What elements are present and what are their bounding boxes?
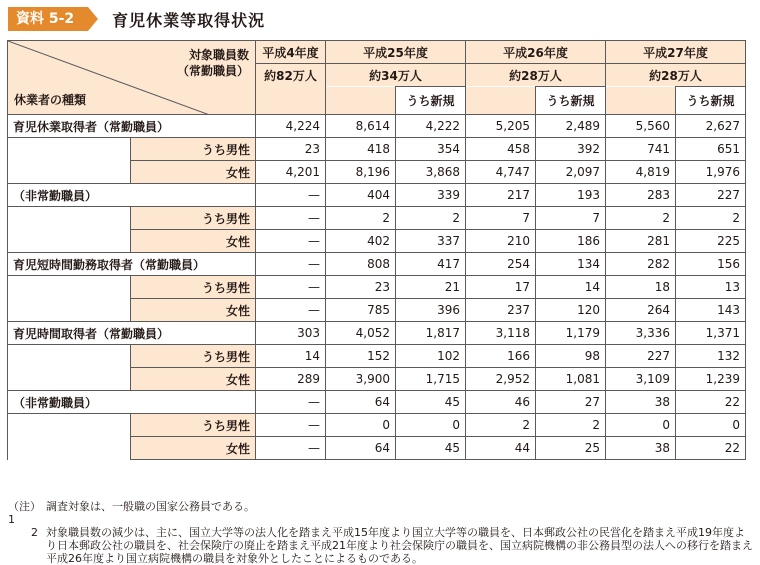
value-cell: 4,819: [606, 161, 676, 184]
value-cell: 741: [606, 138, 676, 161]
table-row: [8, 161, 746, 184]
value-cell: 1,715: [396, 368, 466, 391]
value-cell: 193: [536, 184, 606, 207]
row-subcategory: 女性: [131, 161, 256, 184]
value-cell: 5,560: [606, 115, 676, 138]
table-row: [8, 368, 746, 391]
value-cell: 156: [676, 253, 746, 276]
table-row: [8, 345, 746, 368]
blank-cell: [466, 87, 536, 115]
value-cell: 237: [466, 299, 536, 322]
value-cell: 3,900: [326, 368, 396, 391]
table-row: [8, 138, 746, 161]
target-staff-label: [177, 47, 249, 79]
value-cell: 17: [466, 276, 536, 299]
page-title: 育児休業等取得状況: [112, 10, 266, 30]
row-subcategory: うち男性: [131, 138, 256, 161]
footnote: [8, 500, 754, 526]
blank-cell: [256, 87, 326, 115]
value-cell: 8,196: [326, 161, 396, 184]
blank-cell: [606, 87, 676, 115]
value-cell: 152: [326, 345, 396, 368]
value-cell: 4,224: [256, 115, 326, 138]
value-cell: 254: [466, 253, 536, 276]
blank-cell: [8, 207, 131, 230]
staff-count: 約34万人: [326, 64, 466, 87]
value-cell: 132: [676, 345, 746, 368]
value-cell: 166: [466, 345, 536, 368]
value-cell: 8,614: [326, 115, 396, 138]
row-subcategory: 女性: [131, 299, 256, 322]
value-cell: 2: [606, 207, 676, 230]
blank-cell: [8, 345, 131, 368]
footnote-text: 調査対象は、一般職の国家公務員である。: [46, 500, 255, 513]
blank-cell: [8, 437, 131, 460]
value-cell: 23: [256, 138, 326, 161]
value-cell: 0: [396, 414, 466, 437]
value-cell: —: [256, 253, 326, 276]
value-cell: 227: [606, 345, 676, 368]
value-cell: —: [256, 276, 326, 299]
value-cell: 0: [676, 414, 746, 437]
value-cell: —: [256, 230, 326, 253]
table-body: [8, 115, 746, 460]
row-category: （非常勤職員）: [8, 184, 256, 207]
value-cell: 402: [326, 230, 396, 253]
value-cell: 2: [326, 207, 396, 230]
value-cell: —: [256, 414, 326, 437]
value-cell: 22: [676, 391, 746, 414]
new-label: うち新規: [676, 87, 746, 115]
value-cell: 289: [256, 368, 326, 391]
value-cell: 282: [606, 253, 676, 276]
value-cell: 38: [606, 437, 676, 460]
row-subcategory: 女性: [131, 437, 256, 460]
year-header: 平成25年度: [326, 41, 466, 64]
value-cell: 217: [466, 184, 536, 207]
table-row: [8, 414, 746, 437]
new-label: うち新規: [536, 87, 606, 115]
value-cell: 4,222: [396, 115, 466, 138]
value-cell: 7: [536, 207, 606, 230]
value-cell: —: [256, 437, 326, 460]
table-row: [8, 253, 746, 276]
diagonal-header-cell: [8, 41, 256, 115]
value-cell: 98: [536, 345, 606, 368]
value-cell: 1,179: [536, 322, 606, 345]
value-cell: 0: [326, 414, 396, 437]
value-cell: 1,371: [676, 322, 746, 345]
value-cell: 396: [396, 299, 466, 322]
new-label: うち新規: [396, 87, 466, 115]
table-row: [8, 437, 746, 460]
row-subcategory: うち男性: [131, 207, 256, 230]
value-cell: 354: [396, 138, 466, 161]
blank-cell: [8, 230, 131, 253]
table-row: [8, 184, 746, 207]
value-cell: 7: [466, 207, 536, 230]
row-category: 育児短時間勤務取得者（常勤職員）: [8, 253, 256, 276]
table-row: [8, 299, 746, 322]
row-subcategory: うち男性: [131, 414, 256, 437]
footnotes: [8, 500, 754, 565]
value-cell: 651: [676, 138, 746, 161]
value-cell: 1,817: [396, 322, 466, 345]
value-cell: 1,976: [676, 161, 746, 184]
value-cell: 418: [326, 138, 396, 161]
row-subcategory: うち男性: [131, 276, 256, 299]
target-staff-label-line2: （常勤職員）: [176, 64, 249, 78]
document-header: [8, 6, 265, 32]
value-cell: 45: [396, 391, 466, 414]
value-cell: 4,052: [326, 322, 396, 345]
row-subcategory: うち男性: [131, 345, 256, 368]
row-category: 育児休業取得者（常勤職員）: [8, 115, 256, 138]
leave-type-label: 休業者の種類: [14, 93, 87, 107]
value-cell: 5,205: [466, 115, 536, 138]
value-cell: 4,201: [256, 161, 326, 184]
blank-cell: [8, 138, 131, 161]
footnote-key: 2: [31, 526, 38, 539]
value-cell: 417: [396, 253, 466, 276]
staff-count: 約28万人: [606, 64, 746, 87]
table-row: [8, 391, 746, 414]
row-subcategory: 女性: [131, 230, 256, 253]
value-cell: 27: [536, 391, 606, 414]
value-cell: 38: [606, 391, 676, 414]
value-cell: 337: [396, 230, 466, 253]
blank-cell: [8, 414, 131, 437]
value-cell: 3,118: [466, 322, 536, 345]
table-row: [8, 207, 746, 230]
value-cell: 3,109: [606, 368, 676, 391]
value-cell: 2,097: [536, 161, 606, 184]
value-cell: 18: [606, 276, 676, 299]
blank-cell: [8, 368, 131, 391]
value-cell: 134: [536, 253, 606, 276]
target-staff-label-line1: 対象職員数: [188, 48, 249, 62]
value-cell: 227: [676, 184, 746, 207]
value-cell: 102: [396, 345, 466, 368]
value-cell: 13: [676, 276, 746, 299]
value-cell: 2: [396, 207, 466, 230]
leave-statistics-table: [7, 40, 746, 460]
value-cell: 2,952: [466, 368, 536, 391]
value-cell: 785: [326, 299, 396, 322]
value-cell: 392: [536, 138, 606, 161]
value-cell: 225: [676, 230, 746, 253]
blank-cell: [8, 299, 131, 322]
year-header: 平成27年度: [606, 41, 746, 64]
value-cell: 64: [326, 437, 396, 460]
value-cell: 2,489: [536, 115, 606, 138]
year-header: 平成4年度: [256, 41, 326, 64]
value-cell: 143: [676, 299, 746, 322]
value-cell: 339: [396, 184, 466, 207]
value-cell: 1,081: [536, 368, 606, 391]
value-cell: 283: [606, 184, 676, 207]
value-cell: 45: [396, 437, 466, 460]
blank-cell: [8, 161, 131, 184]
footnote-key: （注）1: [8, 500, 41, 526]
value-cell: 2: [466, 414, 536, 437]
value-cell: 303: [256, 322, 326, 345]
value-cell: 4,747: [466, 161, 536, 184]
table-row: [8, 276, 746, 299]
value-cell: 2,627: [676, 115, 746, 138]
table-row: [8, 230, 746, 253]
row-category: （非常勤職員）: [8, 391, 256, 414]
value-cell: 22: [676, 437, 746, 460]
value-cell: 210: [466, 230, 536, 253]
table-row: [8, 115, 746, 138]
blank-cell: [326, 87, 396, 115]
footnote-text: 対象職員数の減少は、主に、国立大学等の法人化を踏まえ平成15年度より国立大学等の職員を、日本郵政公社の民営化を踏まえ平成19年度より日本郵政公社の職員を、社会保険庁の廃止を踏まえ平成21年度より社会保険庁の職員を、国立病院機構の非公務員型の法人への移行を踏まえ平成26年度より国立病院機構の職員を対象外としたことによるものである。: [46, 526, 753, 565]
value-cell: 281: [606, 230, 676, 253]
value-cell: 44: [466, 437, 536, 460]
value-cell: 14: [536, 276, 606, 299]
staff-count: 約28万人: [466, 64, 606, 87]
value-cell: 264: [606, 299, 676, 322]
row-category: 育児時間取得者（常勤職員）: [8, 322, 256, 345]
value-cell: —: [256, 184, 326, 207]
blank-cell: [8, 276, 131, 299]
value-cell: —: [256, 391, 326, 414]
value-cell: 14: [256, 345, 326, 368]
value-cell: 404: [326, 184, 396, 207]
value-cell: 46: [466, 391, 536, 414]
table-row: [8, 322, 746, 345]
year-header: 平成26年度: [466, 41, 606, 64]
value-cell: 3,336: [606, 322, 676, 345]
value-cell: —: [256, 207, 326, 230]
value-cell: 23: [326, 276, 396, 299]
value-cell: 458: [466, 138, 536, 161]
value-cell: 120: [536, 299, 606, 322]
footnote: [8, 526, 754, 565]
value-cell: 2: [536, 414, 606, 437]
value-cell: 808: [326, 253, 396, 276]
value-cell: 21: [396, 276, 466, 299]
staff-count: 約82万人: [256, 64, 326, 87]
value-cell: 0: [606, 414, 676, 437]
value-cell: 186: [536, 230, 606, 253]
value-cell: 1,239: [676, 368, 746, 391]
value-cell: —: [256, 299, 326, 322]
row-subcategory: 女性: [131, 368, 256, 391]
value-cell: 2: [676, 207, 746, 230]
value-cell: 3,868: [396, 161, 466, 184]
value-cell: 25: [536, 437, 606, 460]
section-badge: 資料 5-2: [8, 7, 88, 31]
value-cell: 64: [326, 391, 396, 414]
